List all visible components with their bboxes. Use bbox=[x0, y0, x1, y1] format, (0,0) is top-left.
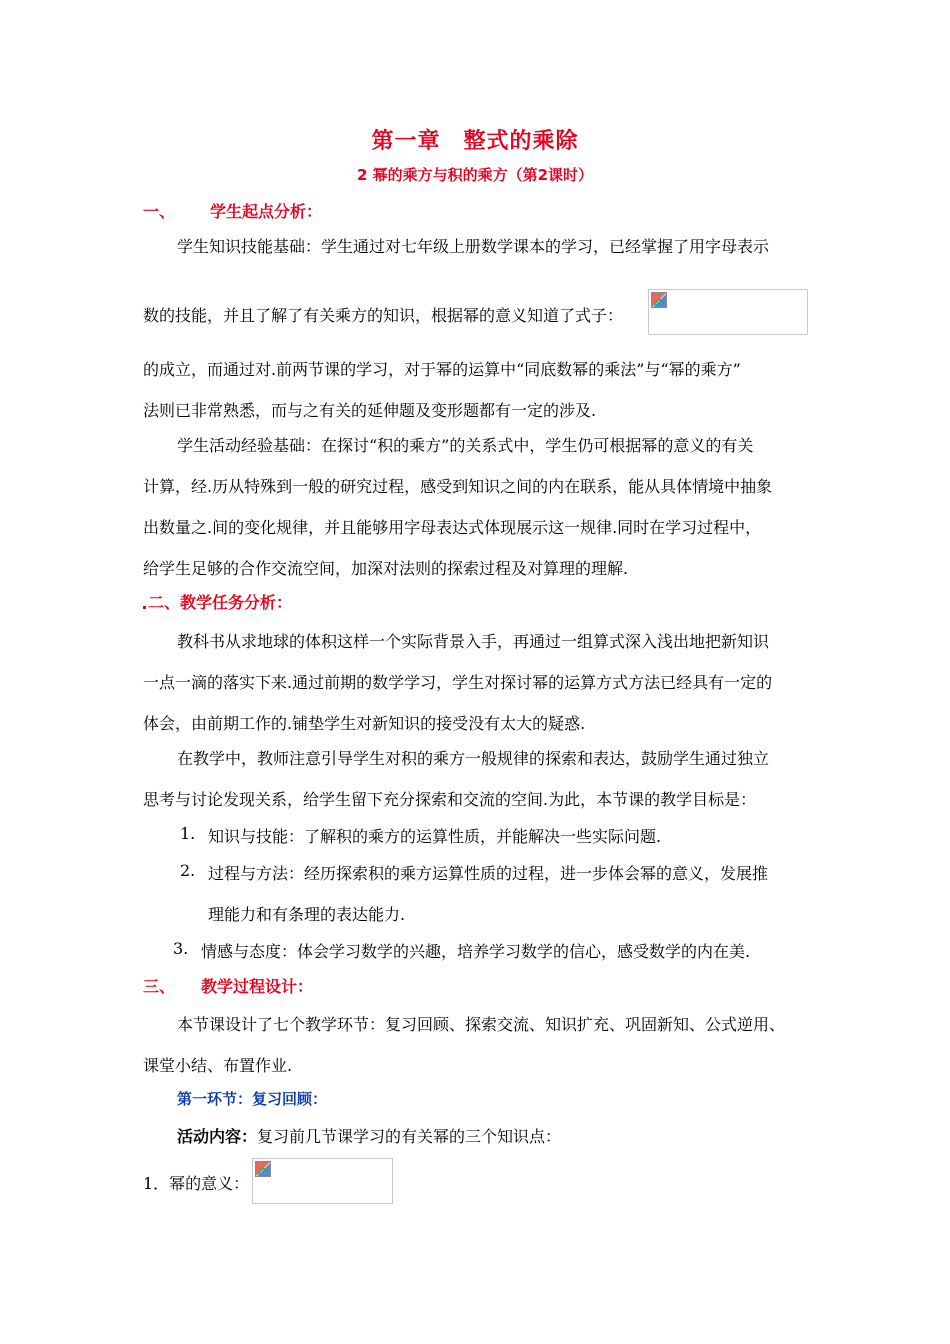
paragraph-line: 在教学中，教师注意引导学生对积的乘方一般规律的探索和表达，鼓励学生通过独立 bbox=[177, 749, 770, 768]
paragraph-line: 一点一滴的落实下来.通过前期的数学学习，学生对探讨幂的运算方式方法已经具有一定的 bbox=[143, 673, 773, 692]
paragraph-line: 体会，由前期工作的.铺垫学生对新知识的接受没有太大的疑惑. bbox=[143, 714, 586, 733]
formula-image bbox=[648, 289, 808, 335]
section-1-heading: 学生起点分析： bbox=[210, 202, 323, 221]
goal-text: 知识与技能：了解积的乘方的运算性质，并能解决一些实际问题. bbox=[208, 827, 662, 846]
paragraph-line: 数的技能，并且了解了有关乘方的知识，根据幂的意义知道了式子： bbox=[143, 306, 624, 325]
formula-image bbox=[252, 1158, 393, 1204]
goal-number: 1. bbox=[180, 824, 196, 843]
activity-text: 复习前几节课学习的有关幂的三个知识点： bbox=[257, 1127, 562, 1146]
lesson-subtitle: 2 幂的乘方与积的乘方（第2课时） bbox=[356, 166, 594, 184]
section-3-heading: 教学过程设计： bbox=[201, 977, 314, 996]
broken-image-icon bbox=[651, 292, 667, 308]
goal-text-continued: 理能力和有条理的表达能力. bbox=[208, 905, 406, 924]
paragraph-line: 学生活动经验基础：在探讨“积的乘方”的关系式中，学生仍可根据幂的意义的有关 bbox=[177, 436, 754, 455]
item-1-label: 1．幂的意义： bbox=[143, 1174, 250, 1193]
section-3-number: 三、 bbox=[143, 977, 176, 996]
marker-dot bbox=[143, 606, 146, 609]
paragraph-line: 本节课设计了七个教学环节：复习回顾、探索交流、知识扩充、巩固新知、公式逆用、 bbox=[177, 1015, 786, 1034]
paragraph-line: 计算，经.历从特殊到一般的研究过程，感受到知识之间的内在联系，能从具体情境中抽象 bbox=[143, 477, 773, 496]
activity-label: 活动内容： bbox=[177, 1127, 258, 1146]
goal-text: 情感与态度：体会学习数学的兴趣，培养学习数学的信心，感受数学的内在美. bbox=[201, 942, 751, 961]
section-1-number: 一、 bbox=[143, 202, 176, 221]
paragraph-line: 学生知识技能基础：学生通过对七年级上册数学课本的学习，已经掌握了用字母表示 bbox=[177, 237, 770, 256]
chapter-title: 第一章 整式的乘除 bbox=[371, 129, 579, 154]
goal-number: 3. bbox=[173, 939, 189, 958]
paragraph-line: 法则已非常熟悉，而与之有关的延伸题及变形题都有一定的涉及. bbox=[143, 401, 597, 420]
broken-image-icon bbox=[255, 1161, 271, 1177]
paragraph-line: 给学生足够的合作交流空间，加深对法则的探索过程及对算理的理解. bbox=[143, 559, 629, 578]
paragraph-line: 的成立，而通过对.前两节课的学习，对于幂的运算中“同底数幂的乘法”与“幂的乘方” bbox=[143, 360, 741, 379]
step-1-heading: 第一环节：复习回顾： bbox=[177, 1090, 328, 1108]
paragraph-line: 课堂小结、布置作业. bbox=[143, 1056, 293, 1075]
paragraph-line: 思考与讨论发现关系，给学生留下充分探索和交流的空间.为此，本节课的教学目标是： bbox=[143, 790, 757, 809]
section-2-heading: 二、教学任务分析： bbox=[148, 593, 293, 612]
goal-text: 过程与方法：经历探索积的乘方运算性质的过程，进一步体会幂的意义，发展推 bbox=[208, 864, 769, 883]
paragraph-line: 教科书从求地球的体积这样一个实际背景入手，再通过一组算式深入浅出地把新知识 bbox=[177, 632, 770, 651]
paragraph-line: 出数量之.间的变化规律，并且能够用字母表达式体现展示这一规律.同时在学习过程中， bbox=[143, 518, 762, 537]
goal-number: 2. bbox=[180, 861, 196, 880]
activity-line bbox=[177, 1124, 561, 1147]
